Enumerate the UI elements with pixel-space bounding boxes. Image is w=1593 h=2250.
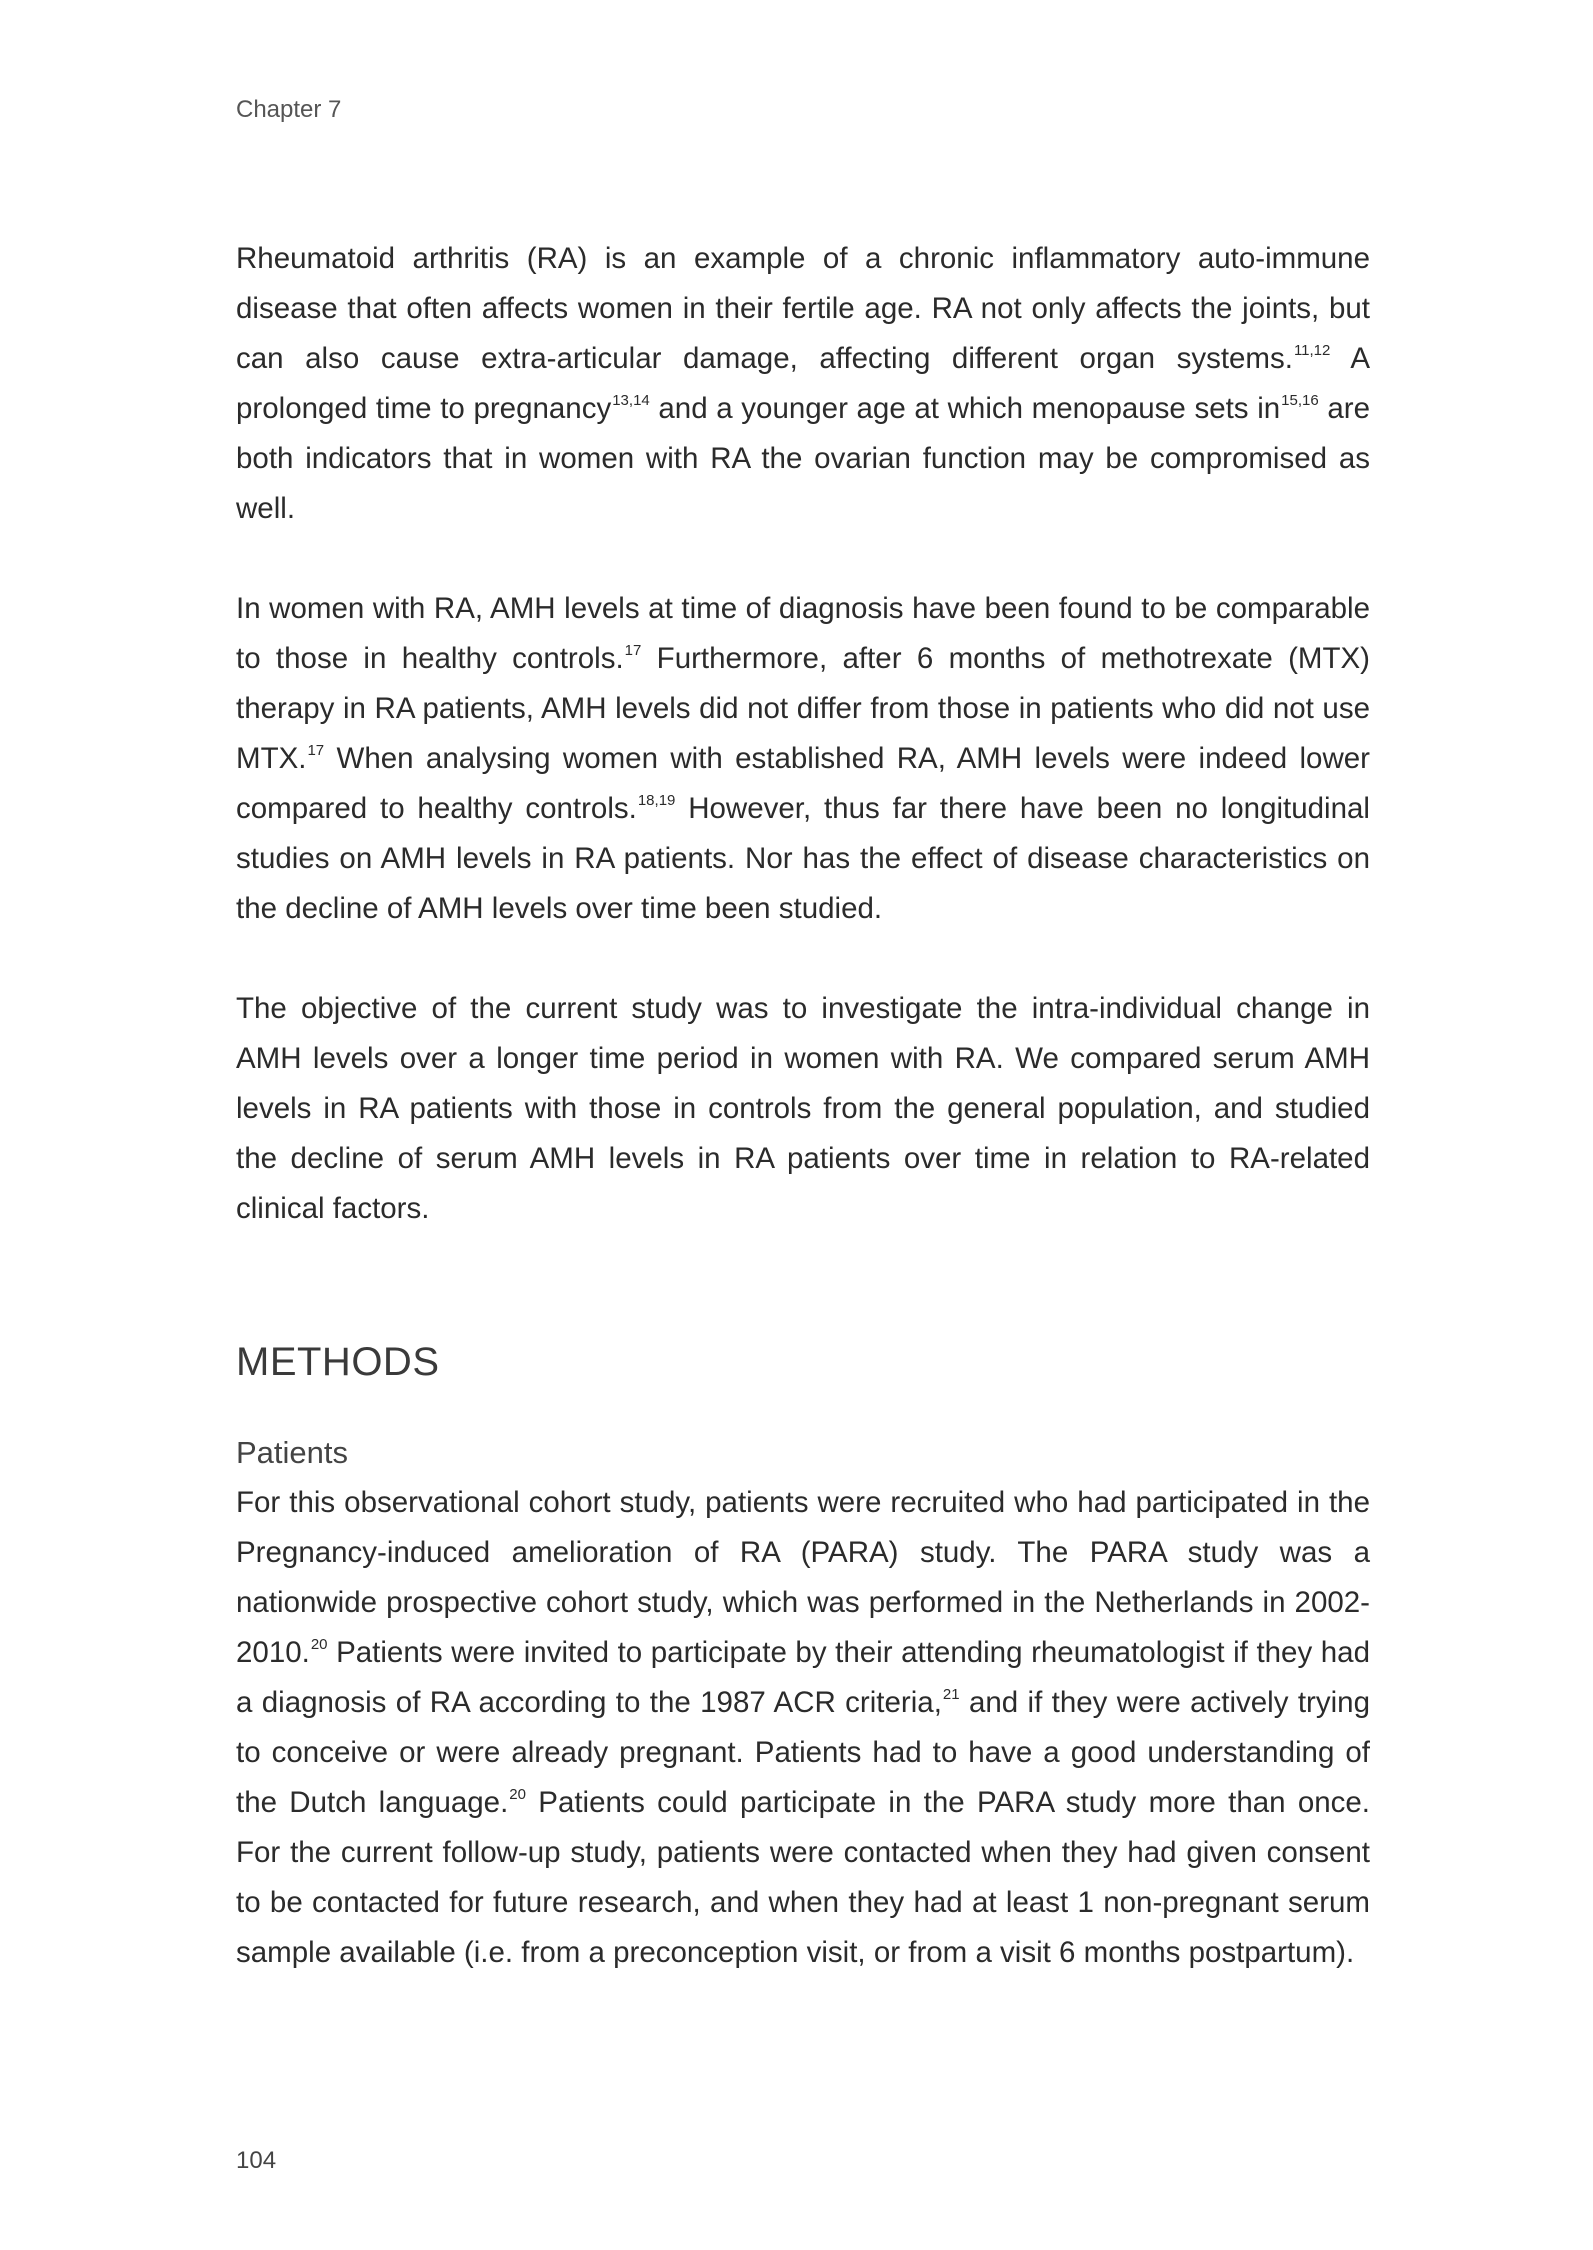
- intro-paragraph-2: [236, 584, 1370, 934]
- text-span: The objective of the current study was to investigate the intra-individual change in AMH levels over a longer time period in women with RA. We compared serum AMH levels in RA patients with those in controls from the general population, and studied the decline of serum AMH levels in RA patients over time in relation to RA-related clinical factors.: [236, 992, 1370, 1225]
- page-body: [236, 234, 1370, 1978]
- citation-ref: 15,16: [1281, 392, 1319, 409]
- text-span: When analysing women with established RA, AMH levels were indeed lower compared to healthy controls.: [236, 742, 1370, 825]
- citation-ref: 18,19: [637, 792, 676, 809]
- text-span: and if they were actively trying to conceive or were already pregnant. Patients had to have a good understanding of the Dutch language.: [236, 1686, 1370, 1819]
- text-span: and a younger age at which menopause sets in: [649, 392, 1281, 425]
- intro-paragraph-1: [236, 234, 1370, 534]
- citation-ref: 21: [942, 1686, 960, 1703]
- text-span: However, thus far there have been no longitudinal studies on AMH levels in RA patients. Nor has the effect of disease characteristics on the decline of AMH levels over time been studied.: [236, 792, 1370, 925]
- patients-paragraph: [236, 1478, 1370, 1978]
- intro-paragraph-3: [236, 984, 1370, 1234]
- citation-ref: 17: [624, 642, 642, 659]
- text-span: In women with RA, AMH levels at time of diagnosis have been found to be comparable to those in healthy controls.: [236, 592, 1370, 675]
- text-span: Furthermore, after 6 months of methotrexate (MTX) therapy in RA patients, AMH levels did not differ from those in patients who did not use MTX.: [236, 642, 1370, 775]
- citation-ref: 20: [310, 1636, 328, 1653]
- subsection-heading-patients: Patients: [236, 1435, 349, 1470]
- text-span: Patients were invited to participate by their attending rheumatologist if they had a diagnosis of RA according to the 1987 ACR criteria,: [236, 1636, 1370, 1719]
- citation-ref: 13,14: [612, 392, 650, 409]
- citation-ref: 17: [307, 742, 325, 759]
- text-span: Rheumatoid arthritis (RA) is an example of a chronic inflammatory auto-immune disease that often affects women in their fertile age. RA not only affects the joints, but can also cause extra-articular damage, affecting different organ systems.: [236, 242, 1370, 375]
- text-span: For this observational cohort study, patients were recruited who had participated in the Pregnancy-induced amelioration of RA (PARA) study. The PARA study was a nationwide prospective cohort study, which was performed in the Netherlands in 2002-2010.: [236, 1486, 1370, 1669]
- text-span: A prolonged time to pregnancy: [236, 342, 1370, 425]
- running-head: Chapter 7: [236, 96, 342, 123]
- citation-ref: 20: [509, 1786, 526, 1803]
- section-heading-methods: METHODS: [236, 1340, 440, 1384]
- citation-ref: 11,12: [1293, 342, 1331, 359]
- text-span: are both indicators that in women with RA the ovarian function may be compromised as well.: [236, 392, 1370, 525]
- page-number: 104: [236, 2147, 277, 2174]
- text-span: Patients could participate in the PARA study more than once. For the current follow-up study, patients were contacted when they had given consent to be contacted for future research, and when they had at least 1 non-pregnant serum sample available (i.e. from a preconception visit, or from a visit 6 months postpartum).: [236, 1786, 1371, 1969]
